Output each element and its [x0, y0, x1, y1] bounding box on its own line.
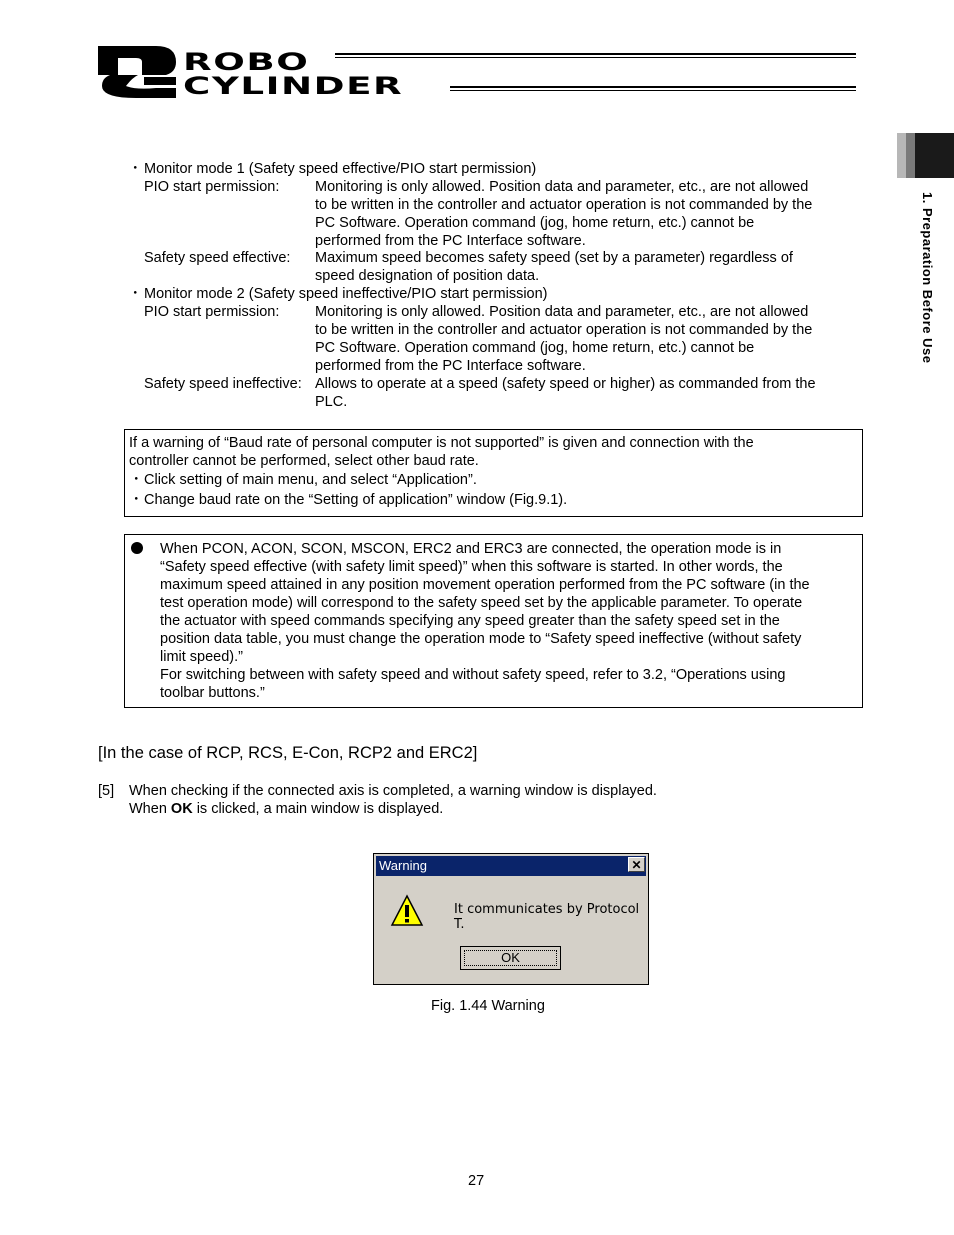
rc-logo-icon — [96, 44, 180, 100]
mode2-pio-line: PC Software. Operation command (jog, home return, etc.) cannot be — [315, 340, 755, 356]
step-number: [5] — [98, 783, 115, 799]
mode1-pio-line: performed from the PC Interface software. — [315, 233, 586, 249]
warning-dialog — [373, 853, 649, 985]
caution-line: position data table, you must change the operation mode to “Safety speed ineffective (without safety — [160, 631, 802, 647]
mode1-safety-line: Maximum speed becomes safety speed (set by a parameter) regardless of — [315, 250, 793, 266]
note-bullet: Change baud rate on the “Setting of application” window (Fig.9.1). — [144, 492, 568, 508]
logo-text-robo: ROBO — [183, 48, 310, 76]
ok-button[interactable] — [460, 946, 561, 970]
header-rule-top-thin — [335, 57, 856, 58]
caution-line: limit speed).” — [160, 649, 243, 665]
caution-line: For switching between with safety speed and without safety speed, refer to 3.2, “Operations using — [160, 667, 786, 683]
note-line: controller cannot be performed, select other baud rate. — [129, 453, 479, 469]
header-rule-bottom — [450, 86, 856, 88]
mode1-pio-line: PC Software. Operation command (jog, home return, etc.) cannot be — [315, 215, 755, 231]
page-number: 27 — [468, 1173, 485, 1189]
mode2-safety-line: PLC. — [315, 394, 348, 410]
caution-line: the actuator with speed commands specifying any speed greater than the safety speed set in the — [160, 613, 780, 629]
caution-dot-icon — [131, 542, 143, 554]
caution-line: test operation mode) will correspond to the safety speed set by the applicable parameter. To operate — [160, 595, 803, 611]
header-rule-bottom-thin — [450, 90, 856, 91]
mode1-title: Monitor mode 1 (Safety speed effective/PIO start permission) — [144, 161, 537, 177]
note-line: If a warning of “Baud rate of personal computer is not supported” is given and connection with the — [129, 435, 754, 451]
mode2-safety-label: Safety speed ineffective: — [144, 376, 302, 392]
header-rule-top — [335, 53, 856, 55]
mode2-pio-label: PIO start permission: — [144, 304, 280, 320]
step-line: When checking if the connected axis is completed, a warning window is displayed. — [129, 783, 657, 799]
mode1-pio-line: to be written in the controller and actuator operation is not commanded by the — [315, 197, 813, 213]
logo-text-cylinder: CYLINDER — [183, 72, 404, 100]
mode2-safety-line: Allows to operate at a speed (safety speed or higher) as commanded from the — [315, 376, 816, 392]
dialog-title: Warning — [376, 856, 646, 876]
mode1-pio-label: PIO start permission: — [144, 179, 280, 195]
mode1-safety-line: speed designation of position data. — [315, 268, 540, 284]
mode1-safety-label: Safety speed effective: — [144, 250, 291, 266]
mode2-pio-line: to be written in the controller and actuator operation is not commanded by the — [315, 322, 813, 338]
figure-caption: Fig. 1.44 Warning — [431, 998, 545, 1014]
step-text: is clicked, a main window is displayed. — [192, 801, 444, 817]
warning-icon — [390, 894, 424, 928]
note-bullet: Click setting of main menu, and select “Application”. — [144, 472, 477, 488]
bullet-mark: ・ — [129, 492, 144, 508]
caution-line: maximum speed attained in any position movement operation performed from the PC software (in the — [160, 577, 810, 593]
chapter-tab — [897, 133, 954, 178]
caution-line: When PCON, ACON, SCON, MSCON, ERC2 and ERC3 are connected, the operation mode is in — [160, 541, 782, 557]
mode2-pio-line: Monitoring is only allowed. Position data and parameter, etc., are not allowed — [315, 304, 809, 320]
close-icon[interactable]: ✕ — [628, 857, 645, 872]
caution-line: toolbar buttons.” — [160, 685, 265, 701]
bullet-mark: ・ — [128, 286, 143, 302]
dialog-message: It communicates by Protocol T. — [454, 902, 640, 932]
step-line — [129, 800, 443, 818]
mode2-title: Monitor mode 2 (Safety speed ineffective/PIO start permission) — [144, 286, 548, 302]
ok-button-label: OK — [464, 950, 557, 966]
mode1-pio-line: Monitoring is only allowed. Position data and parameter, etc., are not allowed — [315, 179, 809, 195]
section-heading: [In the case of RCP, RCS, E-Con, RCP2 and ERC2] — [98, 744, 478, 762]
bullet-mark: ・ — [128, 161, 143, 177]
mode2-pio-line: performed from the PC Interface software. — [315, 358, 586, 374]
caution-line: “Safety speed effective (with safety limit speed)” when this software is started. In other words, the — [160, 559, 783, 575]
chapter-tab-label: 1. Preparation Before Use — [920, 192, 935, 364]
bullet-mark: ・ — [129, 472, 144, 488]
step-text: When — [129, 801, 171, 817]
ok-emphasis: OK — [170, 801, 193, 817]
